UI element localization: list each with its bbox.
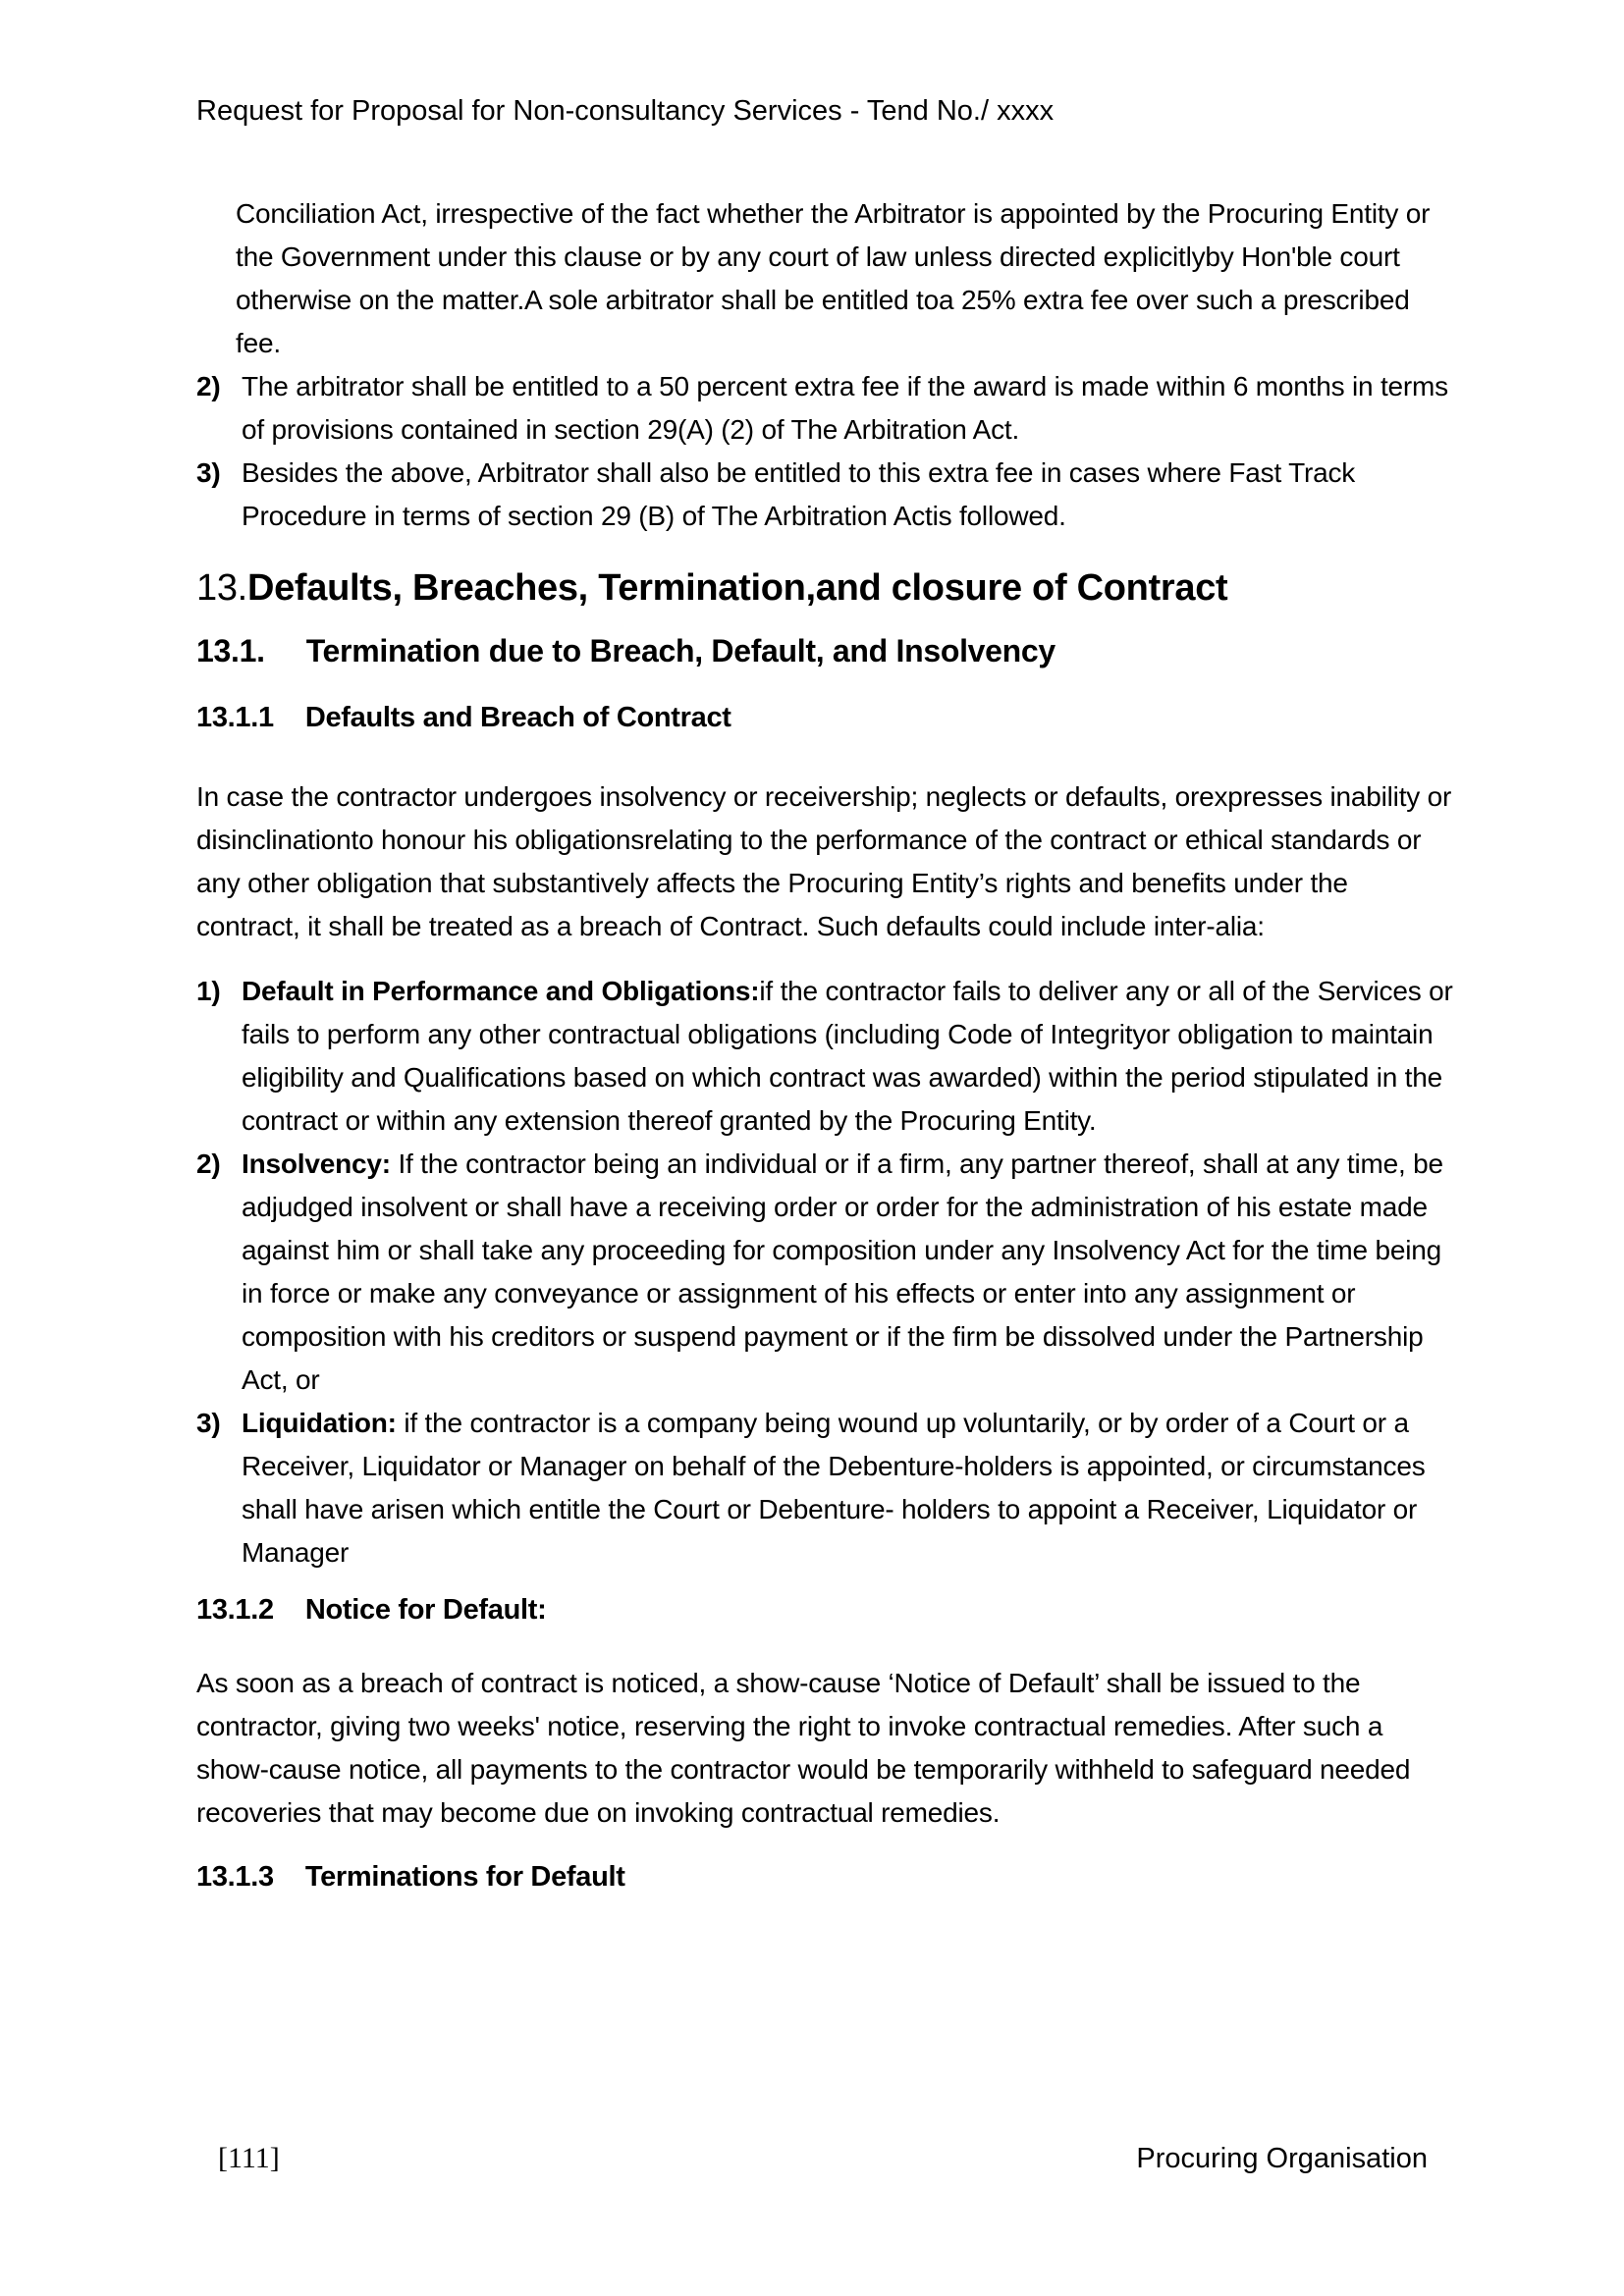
- list-item-number: 1): [196, 976, 221, 1006]
- section-title: Notice for Default:: [304, 1594, 547, 1626]
- list-item-number: 3): [196, 457, 221, 488]
- list-item-text: if the contractor fails to deliver any or all of the Services or fails to perform any other contractual obligations (including Code of Integrityor obligation to maintain eligibility and Qualifications based on which contract was awarded) within the period stipulated in the contract or within any extension thereof granted by the Procuring Entity.: [242, 976, 1453, 1136]
- list-item-number: 2): [196, 1148, 221, 1179]
- list-item: [196, 365, 1453, 452]
- list-item-number: 3): [196, 1408, 221, 1438]
- list-item-label: Default in Performance and Obligations:: [242, 976, 760, 1006]
- section-13-heading: [196, 563, 1453, 613]
- section-number: 13.1.2: [196, 1594, 274, 1626]
- list-item-label: Insolvency:: [242, 1148, 391, 1179]
- notice-for-default-paragraph: As soon as a breach of contract is noticed, a show-cause ‘Notice of Default’ shall be issued to the contractor, giving two weeks' notice, reserving the right to invoke contractual remedies. After such a show-cause notice, all payments to the contractor would be temporarily withheld to safeguard needed recoveries that may become due on invoking contractual remedies.: [196, 1668, 1411, 1828]
- footer-organisation-label: Procuring Organisation: [1136, 2143, 1428, 2174]
- list-item-number: 2): [196, 371, 221, 401]
- section-title: Termination due to Breach, Default, and Insolvency: [305, 633, 1056, 668]
- arbitration-continuation-paragraph: Conciliation Act, irrespective of the fact whether the Arbitrator is appointed by the Procuring Entity or the Government under this clause or by any court of law unless directed explicitlyby Hon'ble court otherwise on the matter.A sole arbitrator shall be entitled toa 25% extra fee over such a prescribed fee.: [236, 198, 1431, 358]
- list-item: [196, 1143, 1453, 1402]
- document-content: [196, 192, 1453, 1896]
- list-item: [196, 452, 1453, 538]
- section-number: 13.1.1: [196, 702, 274, 733]
- section-number: 13.1.3: [196, 1861, 274, 1893]
- section-title: Defaults, Breaches, Termination,and closure of Contract: [246, 567, 1228, 609]
- section-title: Terminations for Default: [304, 1861, 625, 1893]
- page-header: Request for Proposal for Non-consultancy Services - Tend No./ xxxx: [196, 95, 1055, 127]
- page-footer: [196, 2142, 1428, 2175]
- page-number: [111]: [218, 2142, 280, 2174]
- arbitration-fee-list: [196, 365, 1453, 538]
- defaults-list: [196, 970, 1453, 1575]
- section-13-1-1-heading: [196, 699, 1453, 736]
- section-title: Defaults and Breach of Contract: [304, 702, 731, 733]
- section-13-1-heading: [196, 630, 1453, 671]
- list-item-label: Liquidation:: [242, 1408, 397, 1438]
- section-13-1-3-heading: [196, 1858, 1453, 1896]
- list-item-text: If the contractor being an individual or if a firm, any partner thereof, shall at any time, be adjudged insolvent or shall have a receiving order or order for the administration of his estate made against him or shall take any proceeding for composition under any Insolvency Act for the time being in force or make any conveyance or assignment of his effects or enter into any assignment or composition with his creditors or suspend payment or if the firm be dissolved under the Partnership Act, or: [242, 1148, 1443, 1395]
- list-item-text: Besides the above, Arbitrator shall also be entitled to this extra fee in cases where Fast Track Procedure in terms of section 29 (B) of The Arbitration Actis followed.: [242, 457, 1356, 531]
- section-number: 13.1.: [196, 633, 265, 668]
- defaults-intro-paragraph: In case the contractor undergoes insolvency or receivership; neglects or defaults, orexpresses inability or disinclinationto honour his obligationsrelating to the performance of the contract or ethical standards or any other obligation that substantively affects the Procuring Entity’s rights and benefits under the contract, it shall be treated as a breach of Contract. Such defaults could include inter-alia:: [196, 781, 1452, 941]
- section-number: 13.: [196, 567, 247, 609]
- section-13-1-2-heading: [196, 1591, 1453, 1629]
- list-item-text: The arbitrator shall be entitled to a 50 percent extra fee if the award is made within 6 months in terms of provisions contained in section 29(A) (2) of The Arbitration Act.: [242, 371, 1448, 445]
- list-item: [196, 970, 1453, 1143]
- list-item-text: if the contractor is a company being wound up voluntarily, or by order of a Court or a Receiver, Liquidator or Manager on behalf of the Debenture-holders is appointed, or circumstances shall have arisen which entitle the Court or Debenture- holders to appoint a Receiver, Liquidator or Manager: [242, 1408, 1426, 1568]
- list-item: [196, 1402, 1453, 1575]
